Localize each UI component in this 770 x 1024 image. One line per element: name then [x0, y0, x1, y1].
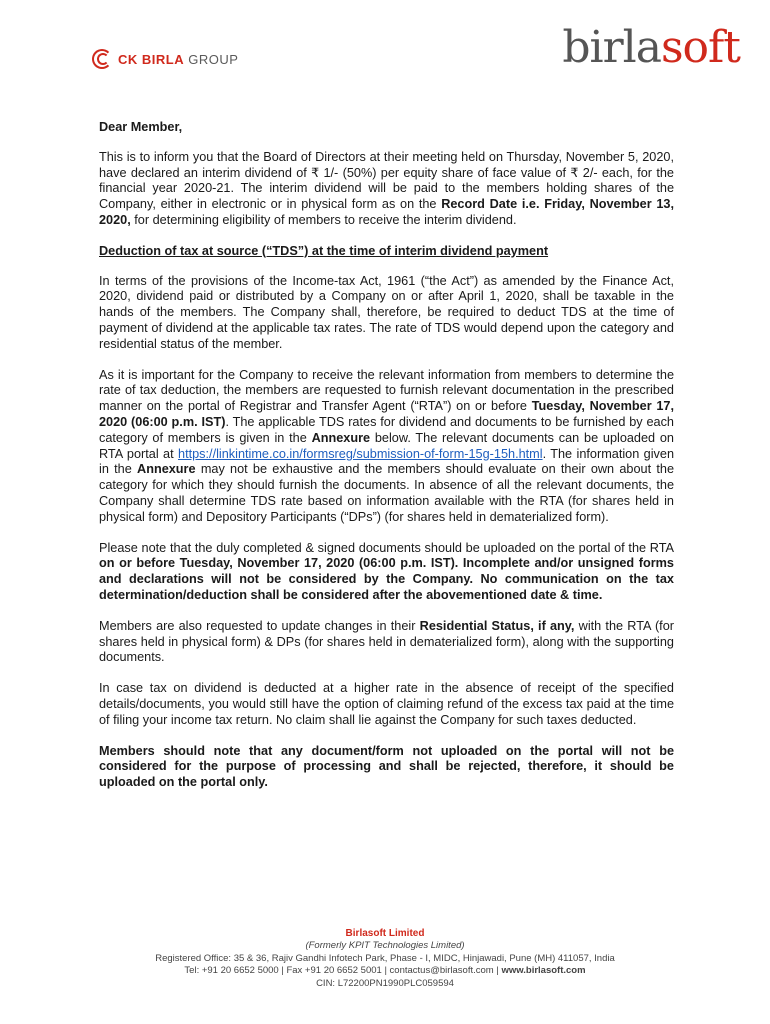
birlasoft-logo-birla: birla — [562, 22, 661, 73]
upload-deadline-bold: on or before Tuesday, November 17, 2020 (06:00 p.m. IST). Incomplete and/or unsigned forms and declarations will not be considered by the Company. No communication on the tax determination/deduction shall be considered after the abovementioned date & time. — [99, 556, 674, 602]
footer — [0, 928, 770, 990]
tds-section-heading: Deduction of tax at source (“TDS”) at the time of interim dividend payment — [99, 243, 549, 258]
greeting: Dear Member, — [99, 120, 183, 134]
refund-paragraph: In case tax on dividend is deducted at a higher rate in the absence of receipt of the specified details/documents, you would still have the option of claiming refund of the excess tax paid at the time of filing your income tax return. No claim shall lie against the Company for such taxes deducted. — [99, 681, 674, 727]
footer-address: Registered Office: 35 & 36, Rajiv Gandhi Infotech Park, Phase - I, MIDC, Hinjawadi, Pune (MH) 411057, India — [155, 952, 615, 964]
birlasoft-logo — [562, 22, 740, 74]
dividend-announcement-paragraph: This is to inform you that the Board of Directors at their meeting held on Thursday, November 5, 2020, have declared an interim dividend of ₹ 1/- (50%) per equity share of face value of ₹ 2/- each, for the financial year 2020-21. The interim dividend will be paid to the members holding shares of the Company, either in electronic or in physical form as on the Record Date i.e. Friday, November 13, 2020, for determining eligibility of members to receive the interim dividend. — [99, 149, 674, 227]
residential-status-bold: Residential Status, if any, — [419, 618, 575, 633]
documentation-paragraph: As it is important for the Company to receive the relevant information from members to determine the rate of tax deduction, the members are requested to furnish relevant documentation in the prescribed manner on the portal of Registrar and Transfer Agent (“RTA”) on or before Tuesday, November 17, 2020 (06:00 p.m. IST). The applicable TDS rates for dividend and documents to be furnished by each category of members is given in the Annexure below. The relevant documents can be uploaded on RTA portal at https://linkintime.co.in/formsreg/submission-of-form-15g-15h.html. The information given in the Annexure may not be exhaustive and the members should evaluate on their own about the category for which they should furnish the documents. In absence of all the relevant documents, the Company shall determine TDS rate based on information available with the RTA (for shares held in physical form) and Depository Participants (“DPs”) (for shares held in dematerialized form). — [99, 367, 675, 524]
annexure-ref: Annexure — [137, 462, 196, 477]
final-notice-paragraph: Members should note that any document/form not uploaded on the portal will not be considered for the purpose of processing and shall be rejected, therefore, it should be uploaded on the portal only. — [99, 743, 674, 790]
residential-status-paragraph: Members are also requested to update changes in their Residential Status, if any, with the RTA (for shares held in physical form) & DPs (for shares held in dematerialized form), along with the supporting documents. — [99, 618, 674, 665]
ck-group-text: GROUP — [184, 51, 239, 67]
footer-company-name: Birlasoft Limited — [345, 928, 425, 939]
rta-portal-link[interactable]: https://linkintime.co.in/formsreg/submission-of-form-15g-15h.html — [178, 446, 543, 461]
upload-deadline-paragraph: Please note that the duly completed & signed documents should be uploaded on the portal of the RTA on or before Tuesday, November 17, 2020 (06:00 p.m. IST). Incomplete and/or unsigned forms and declarations will not be considered by the Company. No communication on the tax determination/deduction shall be considered after the abovementioned date & time. — [99, 540, 674, 602]
footer-cin: CIN: L72200PN1990PLC059594 — [316, 977, 454, 989]
deadline-text: Tuesday, November 17, 2020 (06:00 p.m. IST) — [99, 399, 675, 429]
record-date: Record Date i.e. Friday, November 13, 2020, — [99, 197, 674, 227]
ck-birla-emblem-icon — [92, 49, 114, 69]
annexure-ref: Annexure — [311, 430, 371, 445]
ck-birla-group-logo — [92, 49, 238, 69]
footer-website: www.birlasoft.com — [501, 965, 586, 977]
ck-birla-text: CK BIRLA — [118, 51, 185, 67]
tds-provisions-paragraph: In terms of the provisions of the Income-tax Act, 1961 (“the Act”) as amended by the Finance Act, 2020, dividend paid or distributed by a Company on or after April 1, 2020, shall be taxable in the hands of the members. The Company shall, therefore, be required to deduct TDS at the time of payment of dividend at the applicable tax rates. The rate of TDS would depend upon the category and residential status of the member. — [99, 273, 674, 351]
letter-body — [99, 120, 674, 806]
footer-former-name: (Formerly KPIT Technologies Limited) — [305, 940, 465, 952]
birlasoft-logo-soft: soft — [660, 22, 740, 73]
footer-contact: Tel: +91 20 6652 5000 | Fax +91 20 6652 5001 | contactus@birlasoft.com | www.birlasoft.com — [184, 965, 586, 977]
